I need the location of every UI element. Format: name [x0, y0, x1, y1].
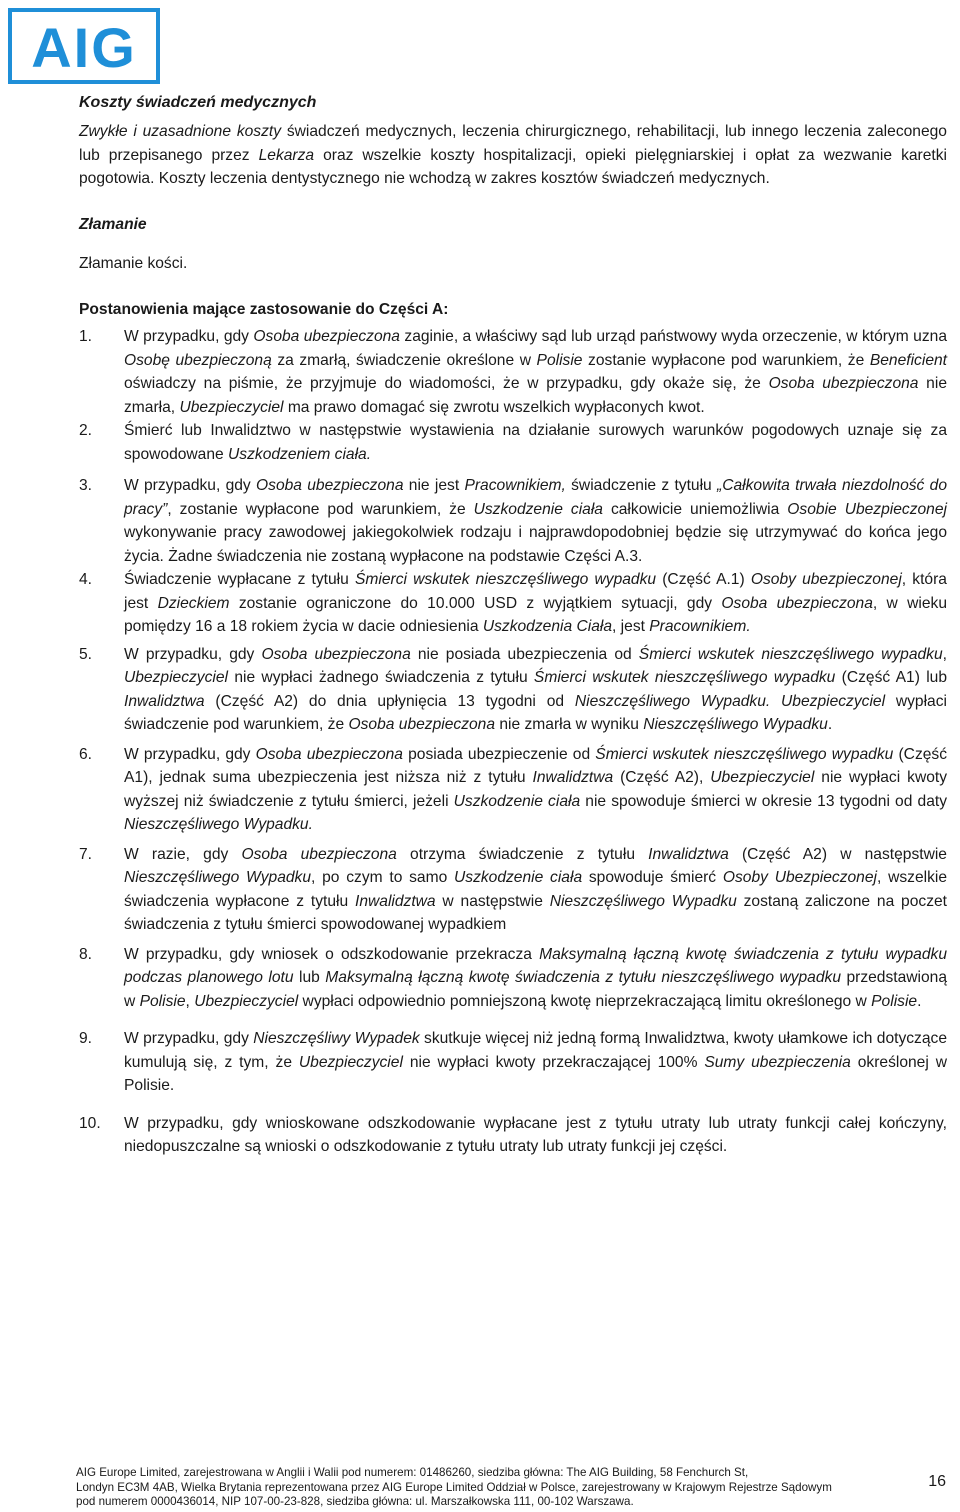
text-run: W przypadku, gdy [124, 645, 262, 663]
defined-term: Polisie [139, 992, 186, 1010]
text-run: W przypadku, gdy wnioskowane odszkodowanie wypłacane jest z tytułu utraty lub utraty funkcji całej kończyny, niedopuszczalne są wnioski o odszkodowanie z tytułu utraty lub utraty funkcji jej części. [124, 1114, 947, 1155]
text-run: , w wieku pomiędzy 16 a 18 rokiem życia w dacie odniesienia [124, 594, 947, 635]
defined-term: Śmierci wskutek nieszczęśliwego wypadku [595, 745, 894, 763]
defined-term: Osoba ubezpieczona [261, 645, 411, 663]
defined-term: Uszkodzenie ciała [453, 792, 581, 810]
defined-term: „Całkowita trwała niezdolność do pracy” [124, 477, 947, 518]
list-item [79, 843, 947, 937]
defined-term: Polisie [536, 351, 583, 369]
defined-term: Osobę ubezpieczoną [124, 351, 272, 369]
text-run: nie wypłaci kwoty przekraczającej 100% [402, 1053, 705, 1071]
defined-term: Beneficient [869, 351, 947, 369]
list-item-number: 9. [79, 1030, 93, 1047]
defined-term: Maksymalną łączną kwotę świadczenia z tytułu nieszczęśliwego wypadku [325, 969, 841, 986]
text-run: W przypadku, gdy [124, 477, 257, 494]
text-run: , [942, 645, 948, 663]
text-run: W przypadku, gdy wniosek o odszkodowanie przekracza [124, 945, 540, 963]
text-run: wykonywanie pracy zawodowej jakiegokolwiek rodzaju i najprawdopodobniej będzie się utrzymywać do końca jego życia. Żadne świadczenia nie zostaną wypłacone na podstawie Części A.3. [124, 524, 947, 565]
aig-logo-text: AIG [31, 16, 137, 79]
text-run: w następstwie [435, 892, 550, 910]
text-run: świadczeń medycznych, leczenia chirurgicznego, rehabilitacji, lub innego leczenia zaleconego lub przepisanego przez [79, 123, 947, 164]
page-number: 16 [928, 1473, 946, 1490]
defined-term: Ubezpieczyciel [194, 992, 299, 1010]
defined-term: Nieszczęśliwego Wypadku [124, 869, 312, 886]
text-run: , zostanie wypłacone pod warunkiem, że [167, 500, 474, 518]
section-heading-fracture: Złamanie [79, 215, 147, 233]
defined-term: Osoby Ubezpieczonej [722, 869, 877, 886]
footer-line-3: pod numerem 0000436014, NIP 107-00-23-828, siedziba główna: ul. Marszałkowska 111, 00-102 Warszawa. [76, 1495, 634, 1509]
section-heading-provisions: Postanowienia mające zastosowanie do Części A: [79, 300, 449, 318]
defined-term: Osoba ubezpieczona [768, 375, 919, 392]
text-run: , [185, 992, 195, 1010]
text-run: nie zmarła w wyniku [495, 716, 644, 733]
text-run: ma prawo domagać się zwrotu wszelkich wypłaconych kwot. [283, 398, 705, 416]
defined-term: Dzieckiem [157, 594, 230, 612]
aig-logo [8, 8, 160, 84]
list-item-number: 4. [79, 571, 93, 588]
text-run: zostanie ograniczone do 10.000 USD z wyjątkiem sytuacji, gdy [229, 594, 722, 612]
defined-term: Zwykłe i uzasadnione koszty [79, 123, 282, 140]
text-run: , po czym to samo [311, 869, 455, 886]
defined-term: Uszkodzenie ciała [454, 869, 583, 886]
text-run: (Część A2), [613, 769, 711, 786]
defined-term: Nieszczęśliwego Wypadku [643, 716, 828, 733]
text-run: . [827, 716, 833, 733]
text-run: spowoduje śmierć [582, 869, 723, 886]
text-run: zostanie wypłacone pod warunkiem, że [582, 351, 870, 369]
defined-term: Inwalidztwa [648, 845, 729, 863]
defined-term: Osoba ubezpieczona [255, 745, 403, 763]
provisions-list [79, 325, 947, 1159]
defined-term: Śmierci wskutek nieszczęśliwego wypadku [533, 669, 836, 686]
text-run: , wszelkie świadczenia wypłacone z tytułu [124, 869, 948, 910]
text-run: nie posiada ubezpieczenia od [410, 645, 639, 663]
defined-term: Ubezpieczyciel [179, 398, 284, 416]
text-run: W przypadku, gdy [124, 328, 254, 345]
list-item [79, 743, 947, 837]
text-run: (Część A2) do dnia upłynięcia 13 tygodni od [204, 692, 575, 710]
defined-term: Uszkodzeniem ciała. [228, 445, 372, 463]
text-run: otrzyma świadczenie z tytułu [396, 845, 649, 863]
defined-term: Ubezpieczyciel [710, 769, 815, 786]
text-run: nie jest [403, 477, 465, 494]
fracture-definition: Złamanie kości. [79, 255, 188, 272]
defined-term: Inwalidztwa [124, 692, 205, 710]
list-item [79, 474, 947, 568]
text-run: lub [293, 969, 326, 986]
text-run: , która jest [124, 571, 947, 612]
text-run: nie spowoduje śmierci w okresie 13 tygodni od daty [580, 792, 947, 810]
list-item [79, 643, 947, 737]
text-run: przedstawioną w [124, 969, 948, 1010]
list-item-number: 10. [79, 1114, 101, 1132]
defined-term: Osoba ubezpieczona [348, 716, 496, 733]
text-run: określonej w Polisie. [124, 1053, 947, 1094]
defined-term: Polisie [871, 992, 918, 1010]
footer-line-1: AIG Europe Limited, zarejestrowana w Anglii i Walii pod numerem: 01486260, siedziba główna: The AIG Building, 58 Fenchurch St, [76, 1466, 749, 1479]
list-item-number: 6. [79, 745, 93, 763]
defined-term: Nieszczęśliwego Wypadku [549, 892, 737, 910]
defined-term: Osoba ubezpieczona [241, 845, 397, 863]
footer-line-2: Londyn EC3M 4AB, Wielka Brytania reprezentowana przez AIG Europe Limited Oddział w Polsce, zarejestrowany w Krajowym Rejestrze Sądowym [76, 1480, 832, 1494]
text-run: zaginie, a właściwy sąd lub urząd państwowy wyda orzeczenie, w którym uzna [399, 328, 947, 345]
text-run: . [917, 992, 922, 1010]
text-run: za zmarłą, świadczenie określone w [271, 351, 537, 369]
text-run: Świadczenie wypłacane z tytułu [124, 571, 355, 588]
text-run: zostaną zaliczone na poczet świadczenia z tytułu śmierci spowodowanej wypadkiem [124, 892, 948, 933]
text-run: W razie, gdy [124, 845, 242, 863]
text-run: (Część A2) w następstwie [728, 845, 947, 863]
text-run: (Część A1) lub [835, 669, 947, 686]
text-run: oraz wszelkie koszty hospitalizacji, opieki pielęgniarskiej i opłat za wezwanie karetki pogotowia. Koszty leczenia dentystycznego nie wchodzą w zakres kosztów świadczeń medycznych. [79, 146, 948, 187]
defined-term: Śmierci wskutek nieszczęśliwego wypadku [638, 645, 943, 663]
text-run: nie wypłaci żadnego świadczenia z tytułu [228, 669, 534, 686]
defined-term: Osoba ubezpieczona [256, 477, 404, 494]
text-run: , jest [612, 618, 650, 635]
medical-costs-paragraph [79, 120, 947, 191]
defined-term: Lekarza [258, 146, 315, 164]
document-body [79, 90, 947, 1159]
defined-term: Inwalidztwa [532, 769, 614, 786]
defined-term: Inwalidztwa [355, 892, 436, 910]
defined-term: Osoby ubezpieczonej [750, 571, 902, 588]
list-item [79, 419, 947, 466]
defined-term: Osoba ubezpieczona [253, 328, 400, 345]
defined-term: Pracownikiem. [649, 618, 751, 635]
list-item-number: 1. [79, 328, 93, 345]
list-item [79, 568, 947, 639]
list-item-number: 5. [79, 645, 93, 663]
section-heading-medical-costs: Koszty świadczeń medycznych [79, 94, 317, 111]
defined-term: Ubezpieczyciel [298, 1053, 403, 1071]
text-run: całkowicie uniemożliwia [602, 500, 788, 518]
defined-term: Nieszczęśliwego Wypadku. [574, 692, 771, 710]
defined-term: Ubezpieczyciel [781, 692, 886, 710]
text-run: (Część A.1) [656, 571, 751, 588]
list-item-number: 7. [79, 845, 93, 863]
defined-term: Uszkodzenie ciała [473, 500, 603, 518]
list-item-number: 2. [79, 422, 93, 439]
defined-term: Nieszczęśliwy Wypadek [253, 1030, 420, 1047]
text-run: wypłaci odpowiednio pomniejszoną kwotę nieprzekraczającą limitu określonego w [298, 992, 872, 1010]
text-run: nie zmarła, [124, 375, 947, 416]
text-run: posiada ubezpieczenie od [402, 745, 596, 763]
defined-term: Ubezpieczyciel [124, 669, 229, 686]
text-run: W przypadku, gdy [124, 745, 256, 763]
list-item [79, 1027, 947, 1098]
list-item-number: 3. [79, 477, 93, 494]
text-run: W przypadku, gdy [124, 1030, 254, 1047]
defined-term: Maksymalną łączną kwotę świadczenia z tytułu wypadku podczas planowego lotu [124, 945, 947, 986]
list-item [79, 943, 947, 1014]
defined-term: Nieszczęśliwego Wypadku. [124, 816, 313, 833]
text-run [770, 693, 781, 710]
text-run: wypłaci świadczenie pod warunkiem, że [124, 692, 947, 733]
text-run: nie wypłaci kwoty wyższej niż świadczenie z tytułu śmierci, jeżeli [124, 769, 948, 810]
page-footer [76, 1466, 956, 1510]
defined-term: Osobie Ubezpieczonej [787, 500, 947, 518]
text-run: Śmierć lub Inwalidztwo w następstwie wystawienia na działanie surowych warunków pogodowych uznaje się za spowodowane [124, 422, 947, 463]
list-item [79, 1112, 947, 1159]
defined-term: Uszkodzenia Ciała [482, 618, 613, 635]
list-item-number: 8. [79, 945, 93, 963]
text-run: oświadczy na piśmie, że przyjmuje do wiadomości, że w przypadku, gdy okaże się, że [124, 375, 769, 392]
defined-term: Osoba ubezpieczona [721, 594, 873, 612]
text-run: świadczenie z tytułu [565, 477, 718, 494]
text-run: skutkuje więcej niż jedną formą Inwalidztwa, kwoty ułamkowe ich dotyczące kumulują się, z tym, że [124, 1030, 947, 1071]
defined-term: Pracownikiem, [464, 477, 566, 494]
defined-term: Śmierci wskutek nieszczęśliwego wypadku [355, 571, 657, 588]
defined-term: Sumy ubezpieczenia [704, 1053, 851, 1071]
text-run: (Część A1), jednak suma ubezpieczenia jest niższa niż z tytułu [124, 745, 948, 786]
list-item [79, 325, 947, 419]
